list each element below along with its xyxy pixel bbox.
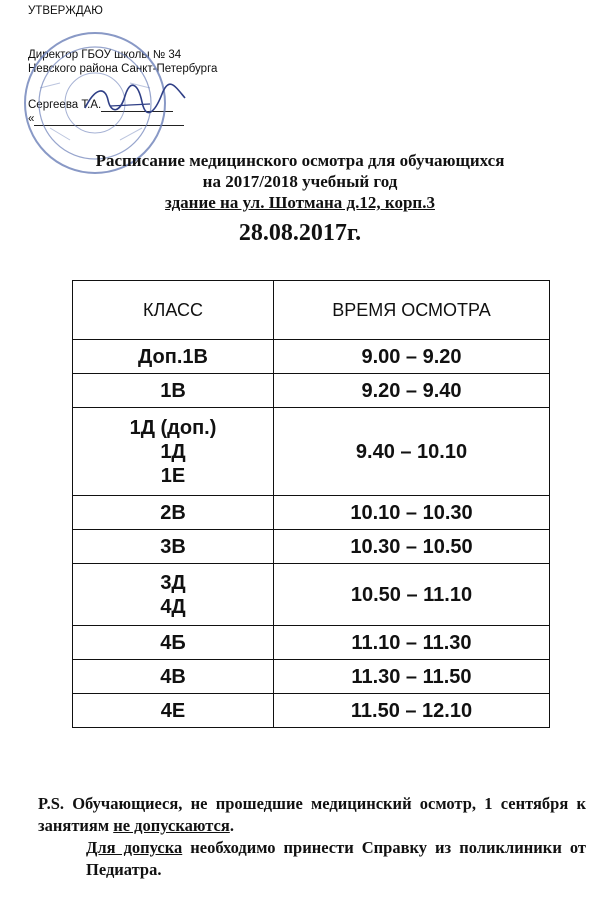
exam-date: 28.08.2017г. (238, 220, 362, 246)
class-cell: 3В (73, 530, 274, 564)
postscript-note (38, 793, 586, 881)
class-cell: Доп.1В (73, 340, 274, 374)
time-cell: 10.50 – 11.10 (274, 564, 550, 626)
table-row (73, 340, 550, 374)
class-cell: 1В (73, 374, 274, 408)
table-row (73, 694, 550, 728)
class-cell: 1Д (доп.) 1Д 1Е (73, 408, 274, 496)
time-cell: 9.40 – 10.10 (274, 408, 550, 496)
time-cell: 9.00 – 9.20 (274, 340, 550, 374)
time-cell: 11.30 – 11.50 (274, 660, 550, 694)
time-cell: 11.50 – 12.10 (274, 694, 550, 728)
class-cell: 4Б (73, 626, 274, 660)
approval-heading: УТВЕРЖДАЮ (28, 5, 103, 17)
column-header-class: КЛАСС (73, 281, 274, 340)
class-cell: 3Д 4Д (73, 564, 274, 626)
table-row (73, 660, 550, 694)
time-cell: 11.10 – 11.30 (274, 626, 550, 660)
time-cell: 10.30 – 10.50 (274, 530, 550, 564)
note-paragraph-2: Для допуска необходимо принести Справку из поликлиники от Педиатра. (86, 838, 586, 879)
class-cell: 4Е (73, 694, 274, 728)
title-line-1: Расписание медицинского осмотра для обучающихся (95, 151, 505, 170)
director-name: Сергеева Т.А. (28, 98, 228, 112)
time-cell: 9.20 – 9.40 (274, 374, 550, 408)
document-title (0, 150, 600, 248)
table-row (73, 496, 550, 530)
signature (80, 78, 190, 118)
title-line-2: на 2017/2018 учебный год (202, 172, 398, 191)
table-row (73, 530, 550, 564)
director-position: Директор ГБОУ школы № 34 (28, 49, 182, 61)
column-header-time: ВРЕМЯ ОСМОТРА (274, 281, 550, 340)
table-row (73, 374, 550, 408)
table-row (73, 564, 550, 626)
building-address: здание на ул. Шотмана д.12, корп.3 (165, 193, 435, 212)
approval-date-line: « (28, 112, 228, 126)
table-header-row (73, 281, 550, 340)
class-cell: 4В (73, 660, 274, 694)
class-cell: 2В (73, 496, 274, 530)
table-row (73, 626, 550, 660)
time-cell: 10.10 – 10.30 (274, 496, 550, 530)
note-paragraph-1: P.S. Обучающиеся, не прошедшие медицинский осмотр, 1 сентября к занятиям не допускаются. (38, 794, 586, 835)
schedule-table (72, 280, 550, 728)
school-district: Невского района Санкт-Петербурга (28, 63, 218, 75)
table-row (73, 408, 550, 496)
